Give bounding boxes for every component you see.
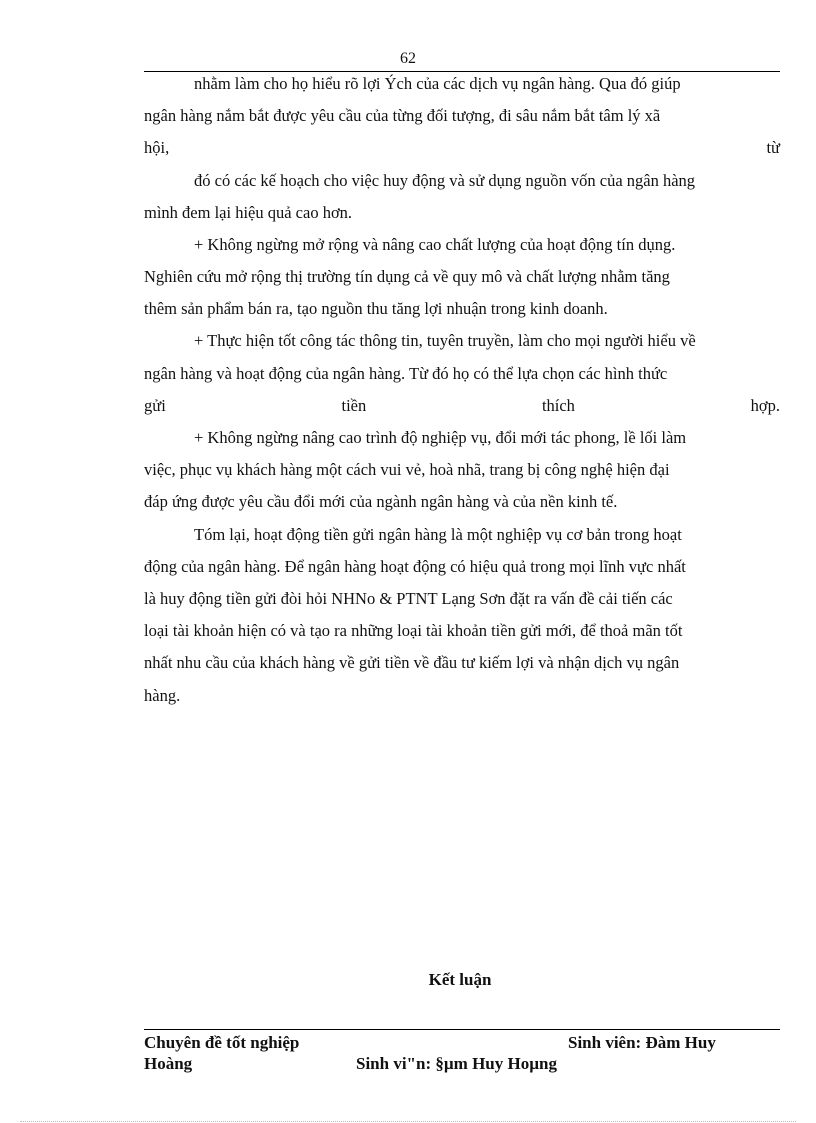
body-line: mình đem lại hiệu quả cao hơn. xyxy=(144,203,353,222)
page-edge-dots xyxy=(20,1121,796,1122)
body-line: loại tài khoản hiện có và tạo ra những loại tài khoản tiền gửi mới, để thoả mãn tốt xyxy=(144,621,683,640)
body-line: + Thực hiện tốt công tác thông tin, tuyên truyền, làm cho mọi người hiểu về xyxy=(194,331,696,350)
page-number: 62 xyxy=(400,50,416,67)
body-line: việc, phục vụ khách hàng một cách vui vẻ, hoà nhã, trang bị công nghệ hiện đại xyxy=(144,460,670,479)
word: hội, xyxy=(144,138,170,157)
footer-student: Sinh viên: Đàm Huy xyxy=(568,1033,716,1052)
footer-rule xyxy=(144,1029,780,1030)
word: hợp. xyxy=(750,396,780,415)
footer-student-garbled: Sinh vi"n: §µm Huy Hoµng xyxy=(356,1054,557,1073)
body-line: nhằm làm cho họ hiểu rõ lợi Ých của các dịch vụ ngân hàng. Qua đó giúp xyxy=(194,74,681,93)
body-line: nhất nhu cầu của khách hàng về gửi tiền về đầu tư kiếm lợi và nhận dịch vụ ngân xyxy=(144,653,680,672)
body-line: hàng. xyxy=(144,686,181,705)
body-line: Tóm lại, hoạt động tiền gửi ngân hàng là một nghiệp vụ cơ bản trong hoạt xyxy=(194,525,682,544)
word: tiền xyxy=(341,396,367,415)
body-line: Nghiên cứu mở rộng thị trường tín dụng cả về quy mô và chất lượng nhằm tăng xyxy=(144,267,670,286)
body-line: ngân hàng và hoạt động của ngân hàng. Từ đó họ có thể lựa chọn các hình thức xyxy=(144,364,668,383)
word: từ xyxy=(766,138,780,157)
body-line: động của ngân hàng. Để ngân hàng hoạt động có hiệu quả trong mọi lĩnh vực nhất xyxy=(144,557,686,576)
body-line-justified xyxy=(144,395,780,417)
body-line: thêm sản phẩm bán ra, tạo nguồn thu tăng lợi nhuận trong kinh doanh. xyxy=(144,299,608,318)
body-line: + Không ngừng mở rộng và nâng cao chất lượng của hoạt động tín dụng. xyxy=(194,235,676,254)
body-line: ngân hàng nắm bắt được yêu cầu của từng đối tượng, đi sâu nắm bắt tâm lý xã xyxy=(144,106,661,125)
header-rule xyxy=(144,71,780,72)
section-heading: Kết luận xyxy=(428,970,492,989)
body-line-justified xyxy=(144,137,780,159)
body-line: đó có các kế hoạch cho việc huy động và sử dụng nguồn vốn của ngân hàng xyxy=(194,171,696,190)
footer-title: Chuyên đề tốt nghiệp xyxy=(144,1033,300,1052)
word: thích xyxy=(541,396,575,415)
word: gửi xyxy=(144,396,166,415)
body-line: + Không ngừng nâng cao trình độ nghiệp vụ, đổi mới tác phong, lề lối làm xyxy=(194,428,687,447)
body-line: đáp ứng được yêu cầu đổi mới của ngành ngân hàng và của nền kinh tế. xyxy=(144,492,618,511)
body-line: là huy động tiền gửi đòi hỏi NHNo & PTNT Lạng Sơn đặt ra vấn đề cải tiến các xyxy=(144,589,673,608)
footer-student-cont: Hoàng xyxy=(144,1054,193,1073)
